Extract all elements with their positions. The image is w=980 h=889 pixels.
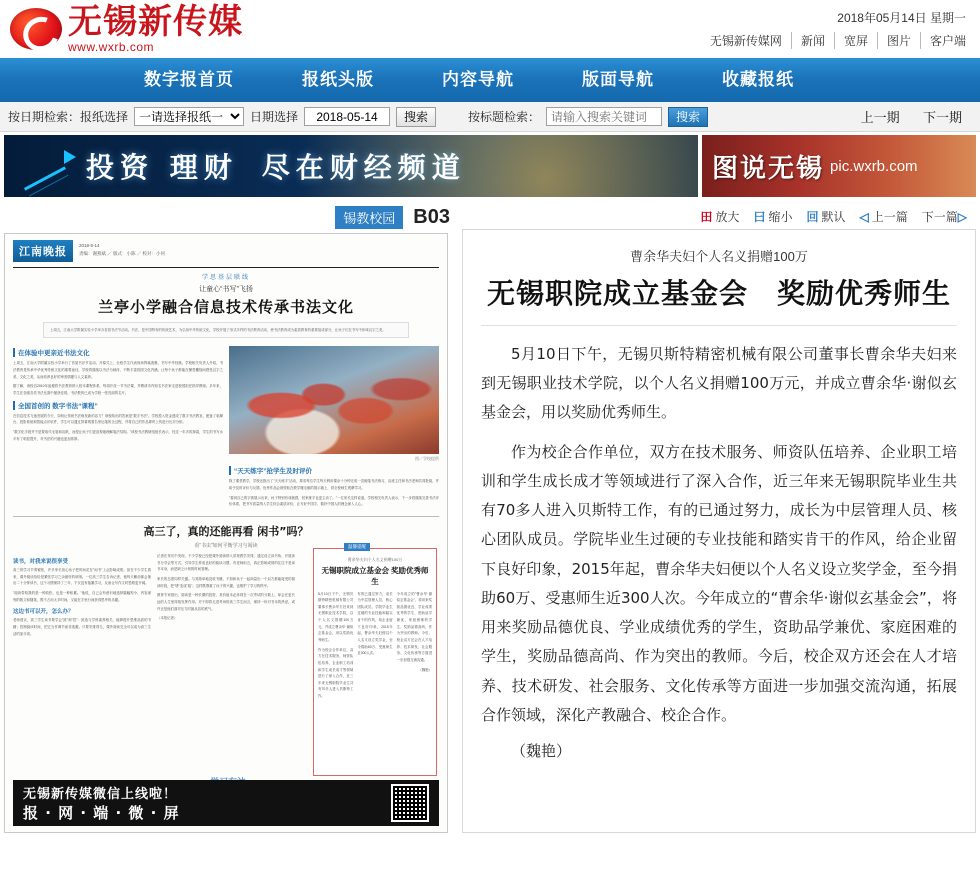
keyword-search-button[interactable]: 搜索	[668, 107, 708, 127]
header-link-news[interactable]: 新闻	[792, 32, 835, 49]
paper-divider	[13, 516, 439, 517]
paper-body-text: 5月10日下午，无锡贝斯特精密机械有限公司董事长曹余华夫妇来到无锡职业技术学院，以个人名义捐赠100万元，并成立曹余华·谢似玄基金会，用以奖励优秀师生。	[318, 591, 354, 642]
date-input[interactable]	[304, 107, 390, 126]
paper-lead: 上周五，江南大学附属实验小学举办首届书法节活动。书法，是中国特有的传统艺术，为弘扬中华传统文化，学校开展了形式多样的书法教育活动，使书法教育成为素质教育的重要组成部分，让孩子们在书写中体味汉字之美。	[43, 322, 409, 338]
search-toolbar	[0, 102, 980, 132]
header-right	[701, 9, 966, 49]
paper-column-4	[157, 553, 295, 640]
paper-subhead-3: “天天练字”抢学生及时评价	[229, 466, 439, 475]
zoom-out-label: 缩小	[768, 209, 793, 224]
prev-article-button[interactable]	[860, 208, 908, 225]
paper-column-3	[13, 553, 151, 640]
chevron-left-icon: ◁	[859, 209, 869, 224]
main-content	[0, 197, 980, 833]
paper-box-column-2	[357, 591, 392, 703]
section-tag[interactable]: 锡教校园	[335, 206, 403, 229]
paper-kicker: 学思基层联线	[201, 275, 250, 281]
paper-masthead-logo: 江南晚报	[13, 240, 73, 262]
paper-question-1: 读书，对我来说很享受	[13, 559, 69, 566]
paper-column-1	[13, 344, 223, 511]
prev-article-label: 上一篇	[871, 209, 908, 224]
paper-column	[4, 203, 456, 833]
article-divider	[481, 325, 957, 326]
paper-body-text: 有的已通过努力，成长为中层管理人员、核心团队成员。学院毕业生过硬的专业技能和踏实肯干的作风，给企业留下良好印象，2015年起，曹余华夫妇便以个人名义设立奖学金，至今捐助60万、受惠师生近300人次。	[357, 591, 393, 656]
header-link-wide[interactable]: 宽屏	[835, 32, 878, 49]
default-size-button[interactable]	[806, 208, 845, 225]
logo-url: www.wxrb.com	[68, 40, 155, 54]
paper-select[interactable]	[134, 107, 244, 126]
paper-subhead-2: 全国首创的 数字书法“课程”	[13, 401, 223, 410]
paper-body-text: 在信息技术飞速发展的今天，如何让传统书法焕发新的活力？该校给出的答案是"数字书法"。学校投入资金建成了数字书法教室，配备了临摹台、投影系统和智能点评软件，学生可以通过屏幕观看名家运笔的全过程，并将自己的作品即时上传进行比对分析。	[13, 413, 223, 425]
paper-meta-date: 2018-5-14	[79, 243, 100, 248]
paper-body-text: 高三的学习节奏紧张，许多家长担心孩子把时间花在"闲书"上会影响成绩。但在不少学生看来，课外阅读恰恰是紧张学习之余最好的调剂。一位高三学生告诉记者，他每天睡前都会抽出二十分钟读书，这个习惯保持了三年，不仅没有拖累学习，反而让写作文时思路更开阔。	[13, 568, 151, 586]
header-link-photo[interactable]: 图片	[878, 32, 921, 49]
main-nav	[0, 58, 980, 102]
nav-item-home[interactable]: 数字报首页	[144, 70, 234, 89]
paper-body-text: 除了课堂教学，学校还推出了"天天练字"活动，要求每位学生每天利用课余十分钟完成一页硬笔书法练习，由班主任和书法老师共同批阅，并给予及时评价与反馈。优秀作品会被张贴在教学楼走廊的展示墙上，供全校师生观摩学习。	[229, 479, 439, 491]
paper-subhead-1: 在体验中更亲近书法文化	[13, 348, 223, 357]
article-toolbar	[462, 203, 976, 229]
paper-body-text: 教育专家指出，阅读是一种长期的投资，其价值未必体现在一次考试的分数上，却会在更长远的人生里持续发挥作用。对于即将走进考场的高三学生而言，保持一份对书本的热爱，或许正是他们面对压力时最从容的底气。	[157, 593, 295, 611]
prev-issue-link[interactable]: 上一期	[860, 110, 900, 125]
paper-body-text: "阅读带给我的是一种放松，也是一种积累。"他说，自己会有意识地选择篇幅短小、内容深刻的散文和随笔，既不占用太多时间，又能在字里行间获得思考的乐趣。	[13, 590, 151, 602]
header-link-app[interactable]: 客户端	[929, 34, 966, 48]
paper-body-text: 今年成立的"曹余华·谢似玄基金会"，将用来奖励品德优良、学业成绩优秀的学生，资助品学兼优、家庭困难的学生，奖励品德高尚、作为突出的教师。今后，校企双方还会在人才培养、技术研发、社会服务、文化传承等方面进一步加强交流沟通。	[396, 591, 432, 662]
paper-body-text: "看到自己的字被展示出来，孩子特别有成就感，回家练字也更主动了。"一位家长这样说道。学校相关负责人表示，下一步将继续完善书法评价体系，把书写质量纳入学生综合素质评价，让写好中国字、做好中国人的理念深入人心。	[229, 495, 439, 507]
paper-headline: 兰亭小学融合信息技术传承书法文化	[97, 298, 354, 316]
zoom-in-label: 放大	[715, 209, 740, 224]
growth-arrow-icon	[18, 146, 76, 186]
paper-body-text: "数字化手段并不是要取代毛笔和宣纸，而是让孩子们更直观地理解笔法结构。"该校书法教研组组长表示，经过一年多的探索，学生的书写水平有了明显提升，对书法的兴趣也更加浓厚。	[13, 429, 223, 441]
zoom-out-button[interactable]	[753, 208, 792, 225]
paper-box-column-1	[318, 591, 353, 703]
paper-masthead	[13, 240, 439, 262]
page-number: B03	[413, 206, 450, 228]
minus-icon: 曰	[753, 209, 766, 224]
keyword-input[interactable]	[546, 107, 662, 126]
paper-body-text: 据了解，该校自2010年起便将书法教育纳入校本课程体系，每周开设一节书法课，并聘请市内知名书法家走进校园担任指导教师。多年来，学生在各级各类书法比赛中屡获佳绩，书法教育已成为学校一张亮丽的名片。	[13, 384, 223, 396]
paper-header	[4, 203, 456, 233]
paper-columns	[13, 344, 439, 511]
nav-item-layout-nav[interactable]: 版面导航	[582, 70, 654, 89]
article-column	[462, 203, 976, 833]
article-panel	[462, 229, 976, 833]
date-search-button[interactable]: 搜索	[396, 107, 436, 127]
banner-row	[4, 135, 976, 197]
article-kicker: 曹余华夫妇个人名义捐赠100万	[630, 249, 808, 264]
header-links	[701, 32, 966, 49]
photo-banner-url: pic.wxrb.com	[830, 157, 918, 175]
header-date: 2018年05月14日 星期一	[837, 11, 966, 25]
qr-code-icon	[391, 784, 429, 822]
paper-bottom-ad[interactable]	[13, 780, 439, 826]
newspaper-page-image[interactable]	[4, 233, 448, 833]
nav-item-content-nav[interactable]: 内容导航	[442, 70, 514, 89]
header-link-portal[interactable]: 无锡新传媒网	[701, 32, 792, 49]
paper-subtitle: 让童心“书写”飞扬	[199, 286, 253, 293]
paper-box-title: 无锡职院成立基金会 奖励优秀师生	[321, 566, 429, 587]
paper-body-text: （魏艳）	[418, 667, 432, 672]
logo-emblem-icon	[10, 8, 62, 50]
date-select-label: 日期选择	[250, 110, 299, 124]
default-size-label: 默认	[821, 209, 846, 224]
plus-icon: 田	[700, 209, 713, 224]
nav-item-front-page[interactable]: 报纸头版	[302, 70, 374, 89]
next-article-button[interactable]	[922, 208, 970, 225]
paper-question-2: 这边书可以开，怎么办？	[13, 609, 74, 616]
next-article-label: 下一篇	[921, 209, 958, 224]
finance-banner[interactable]	[4, 135, 698, 197]
paper-rule	[13, 267, 439, 268]
article-paragraph: 5月10日下午，无锡贝斯特精密机械有限公司董事长曹余华夫妇来到无锡职业技术学院，以个人名义捐赠100万元，并成立曹余华·谢似玄基金会，用以奖励优秀师生。	[481, 344, 957, 422]
photo-banner[interactable]	[702, 135, 976, 197]
article-signature: （魏艳）	[511, 743, 572, 761]
paper-body-text: 上周五，江南大学附属实验小学举行了首届书法节活动。开幕式上，全校学生代表现场挥毫泼墨，书写中华经典。学校相关负责人介绍，书法教育是传承中华优秀传统文化的重要途径，学校将继续以书法为载体，不断丰富校园文化内涵，让每个孩子都能在横竖撇捺间感受汉字之美、文化之美，从而培养良好的审美情趣与人文素养。	[13, 361, 223, 379]
site-logo[interactable]	[10, 2, 243, 54]
paper-meta-credits: 责编：谢燕斌 ／ 版式：小陈 ／ 校对：小何	[79, 250, 165, 256]
paper-box-columns	[318, 591, 432, 703]
paper-box-column-3	[397, 591, 432, 703]
next-issue-link[interactable]: 下一期	[922, 110, 962, 125]
paper-body-text: （本报记者）	[157, 616, 178, 621]
paper-photo-caption: 图／学校提供	[415, 456, 439, 462]
paper-ad-text	[23, 783, 180, 823]
paper-subtitle-2: 看“书虫”如何平衡学习与阅读	[194, 543, 258, 550]
paper-box-kicker: 曹余华夫妇个人名义捐赠100万	[347, 557, 403, 562]
paper-masthead-meta	[79, 240, 165, 257]
article-body	[481, 340, 957, 761]
square-icon: 回	[806, 209, 819, 224]
logo-title: 无锡新传媒	[68, 2, 243, 42]
logo-text	[68, 2, 243, 54]
paper-headline-2: 高三了，真的还能再看 闲书”吗？	[143, 525, 309, 539]
nav-item-favorites[interactable]: 收藏报纸	[722, 70, 794, 89]
finance-banner-text-1: 投资 理财	[86, 151, 238, 184]
issue-nav	[851, 107, 972, 126]
article-title: 无锡职院成立基金会 奖励优秀师生	[486, 277, 951, 310]
paper-ad-text-sub: 报 · 网 · 端 · 微 · 屏	[23, 804, 180, 822]
site-header	[0, 0, 980, 58]
paper-photo	[229, 346, 439, 454]
paper-body-text: 作为校企合作单位，双方在技术服务、师资队伍培养、企业职工培训和学生成长成才等领域进行了深入合作，近三年来无锡职院毕业生共有70多人进入贝斯特工作。	[318, 647, 354, 699]
zoom-in-button[interactable]	[700, 208, 739, 225]
date-search-label: 按日期检索：报纸选择	[8, 110, 129, 124]
photo-banner-text: 图说无锡	[712, 153, 825, 184]
paper-ad-text-main: 无锡新传媒微信上线啦！	[23, 787, 178, 802]
article-paragraph: 作为校企合作单位，双方在技术服务、师资队伍培养、企业职工培训和学生成长成才等领域进行了深入合作，近三年来无锡职院毕业生共有70多人进入贝斯特工作，有的已通过努力，成长为中层管理人员、核心团队成员。学院毕业生过硬的专业技能和踏实肯干的作风，给企业留下良好印象，2015年起，曹余华夫妇便以个人名义设立奖学金，至今捐助60万、受惠师生近300人次。今年成立的“曹余华·谢似玄基金会”，将用来奖励品德优良、学业成绩优秀的学生，资助品学兼优、家庭困难的学生，奖励品德高尚、作为突出的教师。今后，校企双方还会在人才培养、技术研发、社会服务、文化传承等方面进一步加强交流沟通，拓展合作领域，深化产教融合、校企合作。	[481, 442, 957, 724]
title-search-label: 按标题检索：	[468, 110, 541, 124]
paper-body-text: 老师建议，高三学生读书要学会"挑"和"控"：挑选与学科素养相关、能够提升思维品质的书籍；控制阅读时间，把它当作调节而非逃避。只要安排得当，课外阅读完全可以成为高三生活的加分项。	[13, 618, 151, 636]
paper-column-2	[229, 344, 439, 511]
paper-body-text: 记者在采访中发现，不少学校已经把课外阅读纳入常规教学安排，通过设立读书角、开展读书分享会等方式，引导学生养成良好的阅读习惯。有老师坦言，真正影响成绩的往往不是读书本身，而是缺乏计划的时间管理。	[157, 554, 295, 572]
finance-banner-text-2: 尽在财经频道	[261, 151, 466, 184]
paper-highlight-box[interactable]	[313, 544, 437, 776]
chevron-right-icon: ▷	[957, 209, 967, 224]
paper-box-tag: 温馨提醒	[344, 543, 370, 551]
paper-body-text: 家长的态度同样关键。与其简单地没收书籍，不如和孩子一起商量出一个双方都能接受的阅读时段，把"堵"变成"疏"。这样既尊重了孩子的兴趣，也维护了学习的秩序。	[157, 576, 295, 588]
